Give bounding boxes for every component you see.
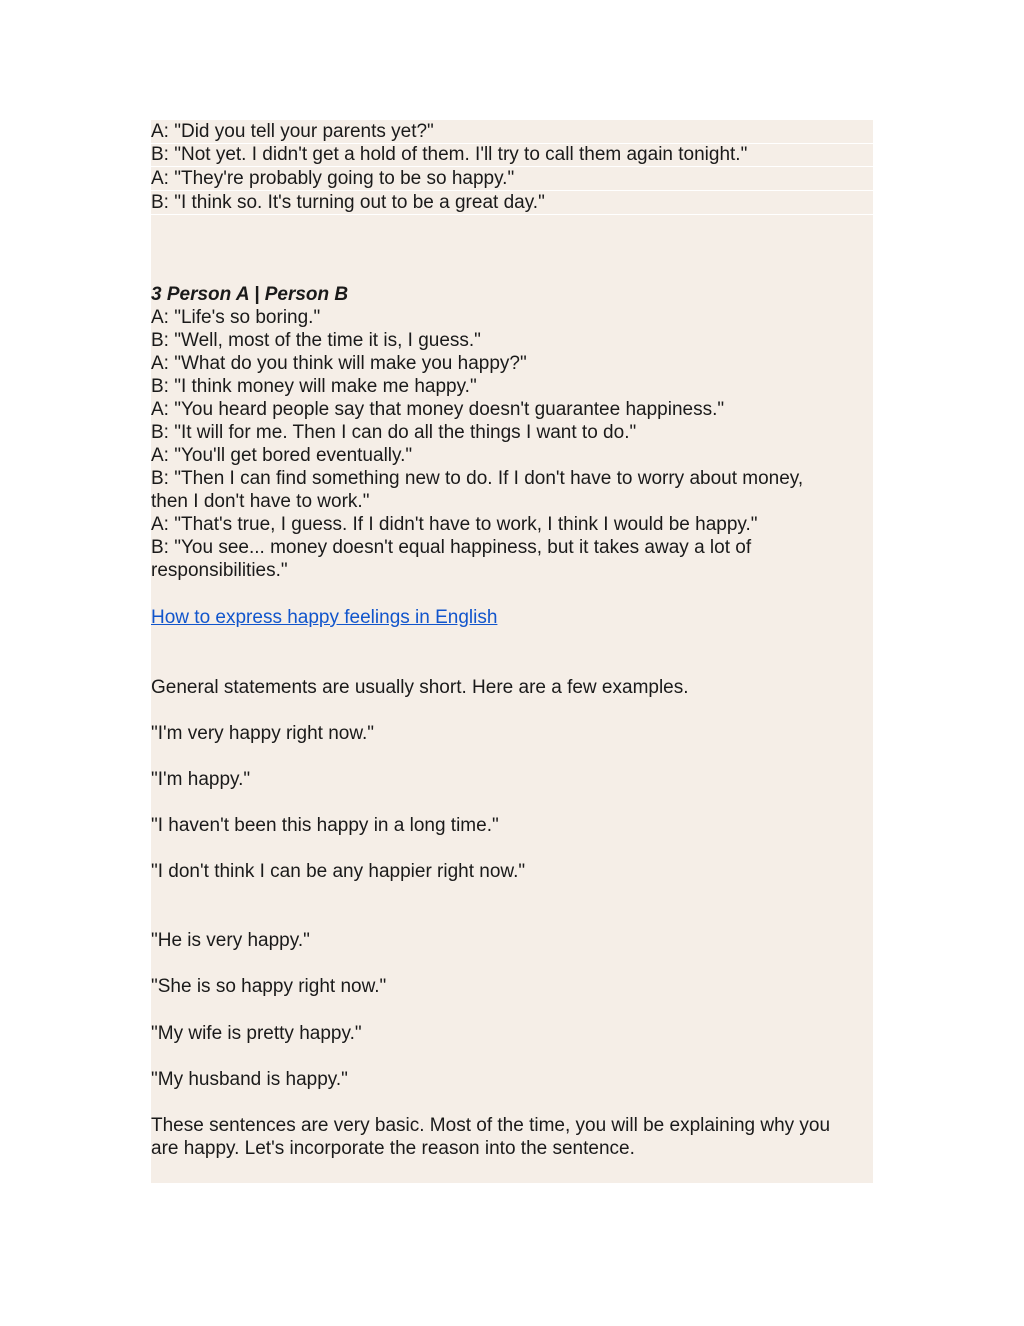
example-sentence: "I'm very happy right now." [151,723,375,744]
example-sentence: "My husband is happy." [151,1069,348,1090]
dialogue-line: then I don't have to work." [151,491,370,512]
dialogue-line: A: "What do you think will make you happy?" [151,353,527,374]
happy-feelings-link[interactable]: How to express happy feelings in English [151,607,498,628]
paragraph-closing: are happy. Let's incorporate the reason into the sentence. [151,1138,635,1159]
dialogue-line: B: "It will for me. Then I can do all the things I want to do." [151,422,637,443]
dialogue-line: B: "I think money will make me happy." [151,376,477,397]
dialogue-line: A: "Did you tell your parents yet?" [151,120,873,144]
link-row [151,606,873,629]
paragraph-intro: General statements are usually short. Here are a few examples. [151,677,689,698]
dialogue-line: B: "Well, most of the time it is, I guess." [151,330,481,351]
dialogue-line: responsibilities." [151,560,288,581]
dialogue-line: A: "They're probably going to be so happy." [151,167,873,191]
example-sentence: "My wife is pretty happy." [151,1023,362,1044]
paragraph-closing: These sentences are very basic. Most of the time, you will be explaining why you [151,1115,831,1136]
example-sentence: "I haven't been this happy in a long time." [151,815,499,836]
example-sentence: "I'm happy." [151,769,251,790]
dialogue-line: B: "Not yet. I didn't get a hold of them. I'll try to call them again tonight." [151,143,873,167]
example-sentence: "He is very happy." [151,930,310,951]
dialogue-line: B: "I think so. It's turning out to be a great day." [151,191,873,215]
dialogue-line: A: "You heard people say that money doesn't guarantee happiness." [151,399,725,420]
dialogue-heading: 3 Person A | Person B [151,284,349,305]
document-content [151,120,873,1183]
dialogue-line: A: "That's true, I guess. If I didn't have to work, I think I would be happy." [151,514,758,535]
dialogue-line: B: "Then I can find something new to do. If I don't have to worry about money, [151,468,804,489]
dialogue-line: A: "Life's so boring." [151,307,321,328]
example-sentence: "She is so happy right now." [151,976,387,997]
dialogue-line: A: "You'll get bored eventually." [151,445,413,466]
dialogue-line: B: "You see... money doesn't equal happiness, but it takes away a lot of [151,537,752,558]
example-sentence: "I don't think I can be any happier right now." [151,861,526,882]
